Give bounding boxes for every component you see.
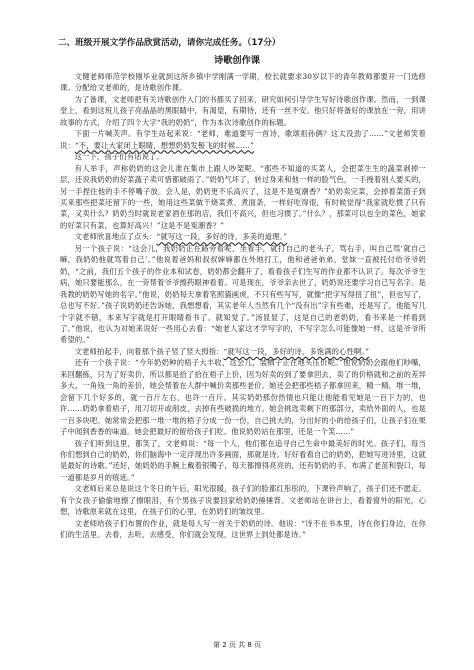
paragraph: 文健老师师范学校刚毕业就到这所乡镇中学刚满一学期，校长就要求30岁以下的青年教师都要开一门选修课。分配给文老师的，是诗歌创作课。 [60, 72, 426, 93]
page-number: 第 2 页 共 8 页 [212, 641, 262, 649]
article-body [60, 71, 426, 541]
paragraph-text: 下面一片喊芙声。有学生站起来说：“老师，难道要写一首诗，歌颂祖孙俩？这太没劲了……”文老师笑着说： [60, 129, 426, 150]
paragraph: 这一下，孩子们有话说了。 [74, 152, 164, 162]
paragraph: 另一个孩子说：“这会儿，我奶奶正在路旁看呢，坐着手，就打自己的老头子，骂右手，叫自己骂‘就自己嘛，我奶奶他就骂着自己’。”他说着爸妈和叔叔婶婶都在外地打工，他和爸爸弟弟、堂妹一直被托付给爷爷奶奶，“之前，我们五个孩子的作业本和试卷，奶奶都会翻开了，看看孩子们生写的作业都不认识了。每次爷爷生病，她只要能那么，在一旁帮着爷爷擦药眼神看着。可是现在，爷爷亲去世了，奶奶说还要学习自己写名字。是我教的奶奶写她的名字。”他说，奶奶每天拿着笔照猫画虎，不只有些写写，就像“把字写得扭了扭”，但也写了，总也写不好。”孩子说奶奶还告诉她，我想想看，其实老年人当然有几个“没有出”字有些难，还是写了，他能写几个字就不错，本来写字就是打开眼睛看书了。就知觉了。”汤显显了，这是自己的老奶奶，看书来是一样看到了。”他说，也认为对她来说好一些用心去看：“她老人家这才学写字的，不写字怎么可能像她一样，这是爷爷所希望的。” [60, 243, 426, 345]
paragraph: 为了备课，文老师把有关诗歌创作入门的书都买了回来，研究如何引导学生写好诗歌创作课。然而，一到课堂上，看到这班儿孩子亮晶晶的黑眼睛中，有渴望，有期待，还有一丝不安。他只好将备好的课放在一旁，用讲故事的方式，介绍了四个大字“我的奶奶”，作为本次诗歌创作的标题。 [60, 94, 426, 127]
underlined-sentence: “就写这一段，多好的诗，多饱满的心性啊。” [223, 346, 370, 356]
article-title: 诗歌创作课 [214, 55, 260, 66]
paragraph: 孩子们听到这里，都笑了，文老师说：“每一个人，他们都在追寻自己生命中最美好的时光。孩子们，每当你们想到自己的奶奶，你们脑海中一定浮现出许多画面，那就是诗。好好看看自己的奶奶，把她写进诗里，这就是最好的诗歌。”还好，她奶奶的手腕上戴着银镯子，每天都擦得亮亮的，还有奶奶的手，布满了老茧和裂口，每一道都是岁月的痕迹。” [60, 438, 426, 482]
paragraph-text: 文老师拍起手，向着那个孩子竖了竖大拇指： [74, 346, 224, 356]
underlined-sentence: “不，要让大家闭上眼睛，想想奶奶发髻飞的时候……” [74, 140, 254, 150]
paragraph [60, 128, 426, 151]
underlined-sentence: “就写这一段，多好的诗，多美的道理。” [156, 232, 288, 242]
paragraph: 文老师后来总是说这个冬日的午后，阳光很暖，孩子们的脸都红彤彤的。下课铃声响了，孩子们还不愿走。有个女孩子偷偷地擦了擦眼泪，有个男孩子说要回家给奶奶捶捶背。文老师站在讲台上，看着窗外的阳光，心想，诗歌原来就在这里，在孩子们的心里，在奶奶们的皱纹里。 [60, 484, 426, 517]
paragraph [60, 231, 426, 242]
section-heading: 二、班级开展文学作品欣赏活动，请你完成任务。（17分） [58, 38, 281, 48]
paragraph [60, 346, 426, 357]
paragraph-text: 文老师欣喜地点了点头： [74, 232, 157, 242]
paragraph: 文老师给孩子们布置的作业，就是每人写一首关于奶奶的诗。他说：“诗不在书本里，诗在你们身边，在你们的生活里。去看，去听，去感受，你们就会发现，这世界上到处都是诗。” [60, 518, 426, 540]
paragraph: 有人举手，声称奶奶的这会儿准在集市上跟人吵架呢。“那些不知道的买菜人，会把菜生生的蔬菜剥掉一层，还说我奶奶的好菜蔬子卖可惜都破雨了。”奶奶气坏了，转过身来和他一样的脸气色，一手拽着别人要买的，另一手捏住他的手不停嘴子放。会人是，奶奶更不乐高兴了，这是不是冤潮香？”奶奶卖完菜，会掉着菜篮子到买来那些把菜还留下的一些，她用这些菜做干烧菜煮、煮面条，一样好吃得很，有时候觉得“我家就吃惯了只有菜，又卖什么？奶奶当时就说老家酒在那的店，我们不高兴，但也习惯了。”什么？，那菜可以也全的菜色，她家的好菜只有菜，也算好高兴！”这是不是冤潮香？” [60, 163, 426, 230]
paragraph: 还有一个孩子说：“今年奶奶种的梧子大丰收，这会儿，装栖子正在地头压价呢。”他说奶奶会跟他们吵嘴，来回翻拣，只为了好卖价，所以都是拾了拾在梧子上价，因为好卖的到了要拿回去，卖了的价格就和之前的差异多大，一角钱一角的差价，她会帮着在人群中喊价卖那些老价。她还会把那些梧子都拿回来，精一精，堆一堆，会留下几个好多的，就一百斤左右，也许一百斤。其实奶奶那份热情也只能让他能看见她是一百下力的，也许……奶奶拿着梧子，用刀切开或削皮，去掉有些破损的地方。她会挑选卖剩下的那部分，卖给外面的人，也是一百多块吧。她常常会把那一堆一堆的梧子分成一份一份，自己挑大的，分出好的小的给孩子们，让孩子们在果子中闻到香香的味道。她会把最好的留给孩子们吃。他说奶奶站在那里，还是一个笑……” [60, 358, 426, 437]
